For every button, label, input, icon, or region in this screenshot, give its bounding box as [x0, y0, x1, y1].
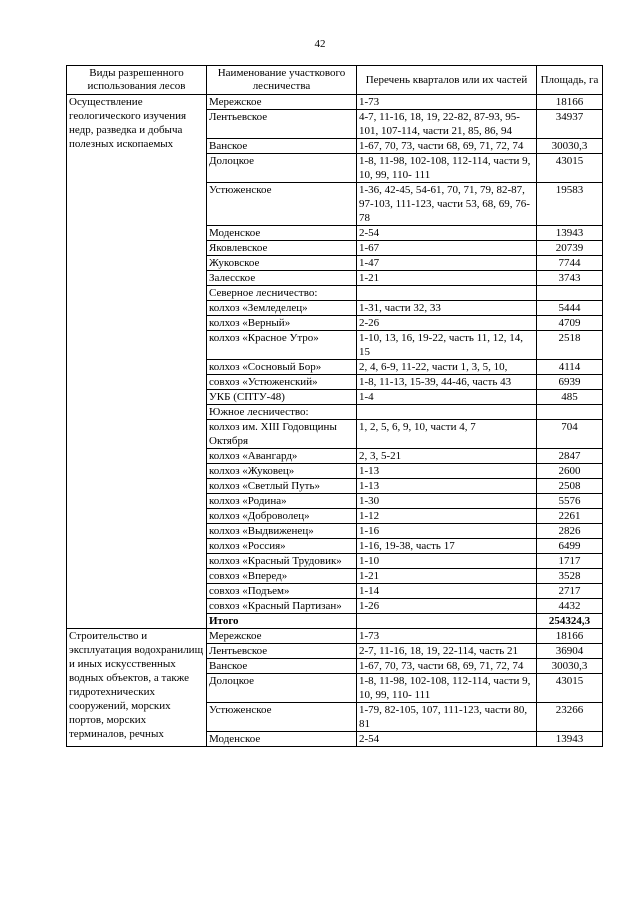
area-cell: 2508 — [537, 479, 603, 494]
area-cell: 43015 — [537, 154, 603, 183]
area-cell: 34937 — [537, 110, 603, 139]
quarters-cell: 1-4 — [357, 390, 537, 405]
table-body — [67, 95, 603, 747]
area-cell: 20739 — [537, 241, 603, 256]
area-cell: 18166 — [537, 95, 603, 110]
area-cell: 4709 — [537, 316, 603, 331]
use-kind-cell: Строительство и эксплуатация водохранилищ и иных искусственных водных объектов, а также гидротехнических сооружений, морских портов, морских терминалов, речных — [67, 629, 207, 747]
quarters-cell: 1-16, 19-38, часть 17 — [357, 539, 537, 554]
header-quarters: Перечень кварталов или их частей — [357, 66, 537, 95]
quarters-cell: 1-67, 70, 73, части 68, 69, 71, 72, 74 — [357, 139, 537, 154]
quarters-cell: 1-73 — [357, 629, 537, 644]
quarters-cell: 2-7, 11-16, 18, 19, 22-114, часть 21 — [357, 644, 537, 659]
area-cell: 2600 — [537, 464, 603, 479]
area-cell: 5576 — [537, 494, 603, 509]
area-cell: 13943 — [537, 226, 603, 241]
area-cell: 18166 — [537, 629, 603, 644]
forestry-name-cell: совхоз «Устюженский» — [207, 375, 357, 390]
header-forestry: Наименование участкового лесничества — [207, 66, 357, 95]
header-area: Площадь, га — [537, 66, 603, 95]
quarters-cell: 1-26 — [357, 599, 537, 614]
forestry-name-cell: колхоз «Авангард» — [207, 449, 357, 464]
forestry-name-cell: Жуковское — [207, 256, 357, 271]
quarters-cell: 1-36, 42-45, 54-61, 70, 71, 79, 82-87, 97-103, 111-123, части 53, 68, 69, 76-78 — [357, 183, 537, 226]
quarters-cell: 1-8, 11-98, 102-108, 112-114, части 9, 10, 99, 110- 111 — [357, 674, 537, 703]
forestry-name-cell: колхоз им. XIII Годовщины Октября — [207, 420, 357, 449]
forestry-name-cell: колхоз «Выдвиженец» — [207, 524, 357, 539]
area-cell: 7744 — [537, 256, 603, 271]
forestry-name-cell: колхоз «Красный Трудовик» — [207, 554, 357, 569]
quarters-cell: 1-79, 82-105, 107, 111-123, части 80, 81 — [357, 703, 537, 732]
quarters-cell — [357, 286, 537, 301]
forestry-name-cell: Мережское — [207, 629, 357, 644]
area-cell: 485 — [537, 390, 603, 405]
area-cell: 704 — [537, 420, 603, 449]
quarters-cell: 1-14 — [357, 584, 537, 599]
quarters-cell: 1, 2, 5, 6, 9, 10, части 4, 7 — [357, 420, 537, 449]
forestry-name-cell: Ванское — [207, 139, 357, 154]
area-cell: 4432 — [537, 599, 603, 614]
quarters-cell: 1-8, 11-98, 102-108, 112-114, части 9, 10, 99, 110- 111 — [357, 154, 537, 183]
forestry-name-cell: Моденское — [207, 732, 357, 747]
quarters-cell: 1-67, 70, 73, части 68, 69, 71, 72, 74 — [357, 659, 537, 674]
quarters-cell: 2, 3, 5-21 — [357, 449, 537, 464]
forestry-name-cell: Северное лесничество: — [207, 286, 357, 301]
area-cell: 2518 — [537, 331, 603, 360]
quarters-cell: 1-67 — [357, 241, 537, 256]
area-cell: 1717 — [537, 554, 603, 569]
quarters-cell: 1-16 — [357, 524, 537, 539]
forestry-name-cell: Ванское — [207, 659, 357, 674]
forestry-name-cell: Устюженское — [207, 703, 357, 732]
area-cell: 2261 — [537, 509, 603, 524]
quarters-cell: 2-54 — [357, 732, 537, 747]
quarters-cell: 4-7, 11-16, 18, 19, 22-82, 87-93, 95-101, 107-114, части 21, 85, 86, 94 — [357, 110, 537, 139]
forestry-name-cell: колхоз «Земледелец» — [207, 301, 357, 316]
forestry-name-cell: совхоз «Подъем» — [207, 584, 357, 599]
quarters-cell: 1-21 — [357, 271, 537, 286]
forestry-name-cell: колхоз «Сосновый Бор» — [207, 360, 357, 375]
quarters-cell: 1-10 — [357, 554, 537, 569]
area-cell: 43015 — [537, 674, 603, 703]
quarters-cell: 1-21 — [357, 569, 537, 584]
quarters-cell — [357, 614, 537, 629]
forestry-name-cell: колхоз «Россия» — [207, 539, 357, 554]
quarters-cell: 2, 4, 6-9, 11-22, части 1, 3, 5, 10, — [357, 360, 537, 375]
page-number: 42 — [314, 38, 326, 50]
quarters-cell: 1-47 — [357, 256, 537, 271]
area-cell: 13943 — [537, 732, 603, 747]
forestry-name-cell: Долоцкое — [207, 674, 357, 703]
table-row — [67, 95, 603, 110]
forestry-name-cell: колхоз «Светлый Путь» — [207, 479, 357, 494]
forestry-name-cell: Долоцкое — [207, 154, 357, 183]
area-cell: 5444 — [537, 301, 603, 316]
quarters-cell — [357, 405, 537, 420]
area-cell: 30030,3 — [537, 659, 603, 674]
forestry-name-cell: Южное лесничество: — [207, 405, 357, 420]
quarters-cell: 1-73 — [357, 95, 537, 110]
area-cell: 2717 — [537, 584, 603, 599]
area-cell: 3743 — [537, 271, 603, 286]
forestry-name-cell: Итого — [207, 614, 357, 629]
table-header-row — [67, 66, 603, 95]
area-cell — [537, 405, 603, 420]
area-cell: 2847 — [537, 449, 603, 464]
area-cell: 254324,3 — [537, 614, 603, 629]
forestry-name-cell: Яковлевское — [207, 241, 357, 256]
quarters-cell: 2-54 — [357, 226, 537, 241]
forestry-name-cell: колхоз «Родина» — [207, 494, 357, 509]
area-cell: 3528 — [537, 569, 603, 584]
forestry-name-cell: Мережское — [207, 95, 357, 110]
forestry-name-cell: Залесское — [207, 271, 357, 286]
forestry-name-cell: колхоз «Доброволец» — [207, 509, 357, 524]
forestry-name-cell: Лентьевское — [207, 110, 357, 139]
forestry-name-cell: Лентьевское — [207, 644, 357, 659]
table-row — [67, 629, 603, 644]
area-cell: 6939 — [537, 375, 603, 390]
forestry-name-cell: УКБ (СПТУ-48) — [207, 390, 357, 405]
forest-use-table — [66, 65, 603, 747]
area-cell: 36904 — [537, 644, 603, 659]
quarters-cell: 1-13 — [357, 479, 537, 494]
quarters-cell: 1-10, 13, 16, 19-22, часть 11, 12, 14, 15 — [357, 331, 537, 360]
forestry-name-cell: колхоз «Красное Утро» — [207, 331, 357, 360]
quarters-cell: 2-26 — [357, 316, 537, 331]
area-cell: 19583 — [537, 183, 603, 226]
area-cell — [537, 286, 603, 301]
forestry-name-cell: колхоз «Верный» — [207, 316, 357, 331]
quarters-cell: 1-31, части 32, 33 — [357, 301, 537, 316]
quarters-cell: 1-8, 11-13, 15-39, 44-46, часть 43 — [357, 375, 537, 390]
forestry-name-cell: Устюженское — [207, 183, 357, 226]
use-kind-cell: Осуществление геологического изучения недр, разведка и добыча полезных ископаемых — [67, 95, 207, 629]
quarters-cell: 1-13 — [357, 464, 537, 479]
area-cell: 23266 — [537, 703, 603, 732]
area-cell: 2826 — [537, 524, 603, 539]
forestry-name-cell: совхоз «Красный Партизан» — [207, 599, 357, 614]
forestry-name-cell: совхоз «Вперед» — [207, 569, 357, 584]
quarters-cell: 1-12 — [357, 509, 537, 524]
quarters-cell: 1-30 — [357, 494, 537, 509]
area-cell: 6499 — [537, 539, 603, 554]
area-cell: 4114 — [537, 360, 603, 375]
forestry-name-cell: колхоз «Жуковец» — [207, 464, 357, 479]
area-cell: 30030,3 — [537, 139, 603, 154]
header-kind: Виды разрешенного использования лесов — [67, 66, 207, 95]
forestry-name-cell: Моденское — [207, 226, 357, 241]
